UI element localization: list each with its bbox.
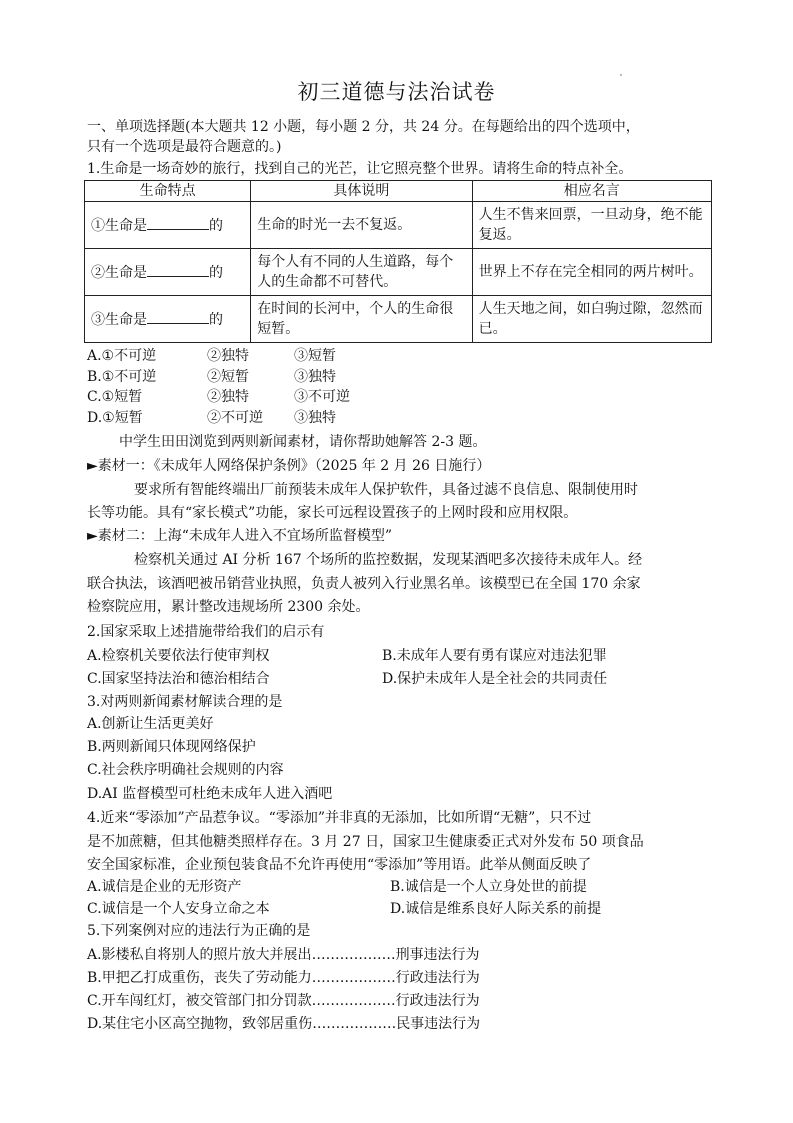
q4-option-a: A.诚信是企业的无形资产 [87, 879, 242, 895]
q4-stem-cont: 是不加蔗糖，但其他糖类照样存在。3 月 27 日，国家卫生健康委正式对外发布 50 项食品 [87, 834, 644, 850]
quote-cell: 人生天地之间，如白驹过隙，忽然而已。 [472, 296, 711, 343]
q3-stem: 3.对两则新闻素材解读合理的是 [87, 694, 283, 710]
q1-option-c-3: ③不可逆 [294, 389, 350, 405]
q4-option-d: D.诚信是维系良好人际关系的前提 [390, 901, 602, 917]
table-row [85, 202, 712, 249]
trait-cell: ①生命是 的 [85, 202, 251, 249]
q3-option-a: A.创新让生活更美好 [87, 716, 214, 732]
q3-option-c: C.社会秩序明确社会规则的内容 [87, 762, 284, 778]
q1-option-d-1: D.①短暂 [87, 410, 143, 426]
q3-option-d: D.AI 监督模型可杜绝未成年人进入酒吧 [87, 786, 333, 802]
q1-option-b-1: B.①不可逆 [87, 369, 157, 385]
q2-option-c: C.国家坚持法治和德治相结合 [87, 671, 270, 687]
material2-text: 检察机关通过 AI 分析 167 个场所的监控数据，发现某酒吧多次接待未成年人。经 [134, 552, 643, 568]
desc-cell: 生命的时光一去不复返。 [251, 202, 472, 249]
q4-stem: 4.近来“零添加”产品惹争议。“零添加”并非真的无添加，比如所谓“无糖”，只不过 [87, 810, 592, 826]
q2-option-a: A.检察机关要依法行使审判权 [87, 648, 270, 664]
case-text: D.某住宅小区高空抛物，致邻居重伤 [87, 1016, 313, 1032]
trait-cell: ②生命是 的 [85, 249, 251, 296]
trait-cell: ③生命是 的 [85, 296, 251, 343]
intro-text: 中学生田田浏览到两则新闻素材，请你帮助她解答 2-3 题。 [119, 434, 487, 450]
q5-option-b [87, 968, 480, 988]
violation-type: 行政违法行为 [395, 970, 480, 986]
q1-stem: 1.生命是一场奇妙的旅行，找到自己的光芒，让它照亮整个世界。请将生命的特点补全。 [87, 161, 633, 177]
q4-stem-cont: 安全国家标准，企业预包装食品不允许再使用“零添加”等用语。此举从侧面反映了 [87, 857, 592, 873]
q1-option-a-2: ②独特 [207, 348, 249, 364]
q1-option-a-3: ③短暂 [294, 348, 336, 364]
material1-text: 长等功能。具有“家长模式”功能，家长可远程设置孩子的上网时段和应用权限。 [87, 505, 578, 521]
leader-dots: ……………… [311, 947, 396, 963]
q1-option-d-3: ③独特 [294, 410, 336, 426]
leader-dots: ……………… [311, 970, 396, 986]
section-heading-cont: 只有一个选项是最符合题意的。) [87, 139, 282, 155]
section-heading: 一、单项选择题(本大题共 12 小题，每小题 2 分，共 24 分。在每题给出的四个选项中， [87, 119, 640, 135]
q5-option-d [87, 1014, 480, 1034]
answer-blank[interactable] [147, 215, 209, 230]
material2-title: ►素材二：上海“未成年人进入不宜场所监督模型” [87, 528, 393, 544]
material1-title: ►素材一：《未成年人网络保护条例》（2025 年 2 月 26 日施行） [87, 458, 491, 474]
q1-option-b-3: ③独特 [294, 369, 336, 385]
table-row [85, 296, 712, 343]
leader-dots: ……………… [312, 1016, 397, 1032]
q5-stem: 5.下列案例对应的违法行为正确的是 [87, 923, 311, 939]
material2-text: 联合执法，该酒吧被吊销营业执照，负责人被列入行业黑名单。该模型已在全国 170 余家 [87, 576, 641, 592]
q4-option-c: C.诚信是一个人安身立命之本 [87, 901, 270, 917]
life-traits-table [84, 180, 712, 343]
q1-option-b-2: ②短暂 [207, 369, 249, 385]
table-header: 相应名言 [472, 181, 711, 202]
q1-option-c-2: ②独特 [207, 389, 249, 405]
quote-cell: 人生不售来回票，一旦动身，绝不能复返。 [472, 202, 711, 249]
leader-dots: ……………… [311, 993, 396, 1009]
violation-type: 行政违法行为 [395, 993, 480, 1009]
table-header: 生命特点 [85, 181, 251, 202]
violation-type: 刑事违法行为 [395, 947, 480, 963]
quote-cell: 世界上不存在完全相同的两片树叶。 [472, 249, 711, 296]
table-header: 具体说明 [251, 181, 472, 202]
q1-option-c-1: C.①短暂 [87, 389, 143, 405]
case-text: B.甲把乙打成重伤，丧失了劳动能力 [87, 970, 312, 986]
q1-option-d-2: ②不可逆 [207, 410, 263, 426]
page-title: 初三道德与法治试卷 [297, 80, 496, 104]
material1-text: 要求所有智能终端出厂前预装未成年人保护软件，具备过滤不良信息、限制使用时 [134, 482, 638, 498]
q3-option-b: B.两则新闻只体现网络保护 [87, 739, 256, 755]
q5-option-a [87, 945, 480, 965]
material2-text: 检察院应用，累计整改违规场所 2300 余处。 [87, 599, 370, 615]
q4-option-b: B.诚信是一个人立身处世的前提 [390, 879, 587, 895]
case-text: A.影楼私自将别人的照片放大并展出 [87, 947, 312, 963]
table-row [85, 249, 712, 296]
answer-blank[interactable] [147, 262, 209, 277]
desc-cell: 在时间的长河中，个人的生命很短暂。 [251, 296, 472, 343]
q2-stem: 2.国家采取上述措施带给我们的启示有 [87, 624, 325, 640]
q1-option-a-1: A.①不可逆 [87, 348, 157, 364]
q2-option-b: B.未成年人要有勇有谋应对违法犯罪 [382, 648, 607, 664]
q5-option-c [87, 991, 480, 1011]
answer-blank[interactable] [147, 309, 209, 324]
desc-cell: 每个人有不同的人生道路，每个人的生命都不可替代。 [251, 249, 472, 296]
q2-option-d: D.保护未成年人是全社会的共同责任 [382, 671, 608, 687]
violation-type: 民事违法行为 [396, 1016, 481, 1032]
case-text: C.开车闯红灯，被交管部门扣分罚款 [87, 993, 312, 1009]
